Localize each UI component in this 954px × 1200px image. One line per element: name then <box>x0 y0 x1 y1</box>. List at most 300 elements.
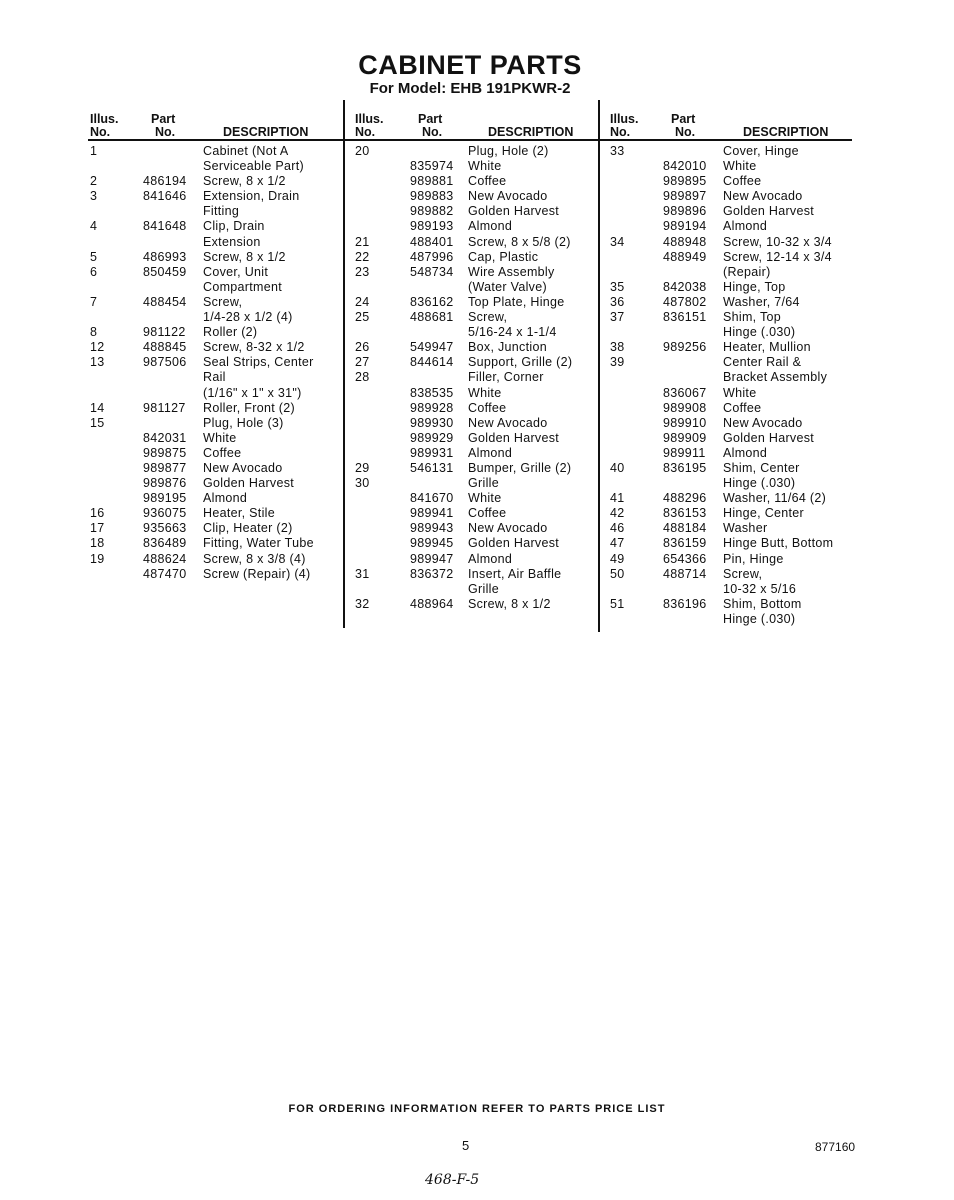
part-number: 835974 <box>410 159 454 174</box>
description: Golden Harvest <box>723 204 815 219</box>
table-row <box>345 235 599 250</box>
table-row <box>88 461 344 476</box>
illus-number: 21 <box>355 234 370 249</box>
part-number: 989195 <box>143 491 187 506</box>
description: 1/4-28 x 1/2 (4) <box>203 310 293 325</box>
illus-number: 24 <box>355 294 370 309</box>
illus-number: 40 <box>610 460 625 475</box>
description: 10-32 x 5/16 <box>723 581 797 596</box>
part-number: 488964 <box>410 596 454 611</box>
part-number: 836067 <box>663 385 707 400</box>
part-number: 842031 <box>143 430 187 445</box>
table-row <box>88 204 344 219</box>
table-row <box>88 235 344 250</box>
table-row <box>345 355 599 370</box>
table-row <box>345 370 599 385</box>
illus-number: 35 <box>610 279 625 294</box>
description: Bracket Assembly <box>723 370 828 385</box>
illus-number: 13 <box>90 355 105 370</box>
table-row <box>600 340 852 355</box>
table-row <box>88 552 344 567</box>
part-number: 487996 <box>410 249 454 264</box>
part-header-line2: No. <box>422 125 443 139</box>
table-row <box>345 204 599 219</box>
illus-number: 38 <box>610 340 625 355</box>
part-number: 548734 <box>410 264 454 279</box>
table-row <box>345 476 599 491</box>
description: Plug, Hole (2) <box>468 144 549 158</box>
part-number: 989941 <box>410 506 454 521</box>
description: Pin, Hinge <box>723 551 784 566</box>
description: New Avocado <box>468 189 548 204</box>
illus-header-line2: No. <box>90 125 111 139</box>
table-row <box>345 491 599 506</box>
parts-column-2 <box>343 100 599 628</box>
part-number: 488401 <box>410 234 454 249</box>
description: Coffee <box>723 174 762 189</box>
table-row <box>345 144 599 159</box>
table-row <box>345 582 599 597</box>
part-number: 989256 <box>663 340 707 355</box>
description: New Avocado <box>203 460 283 475</box>
table-row <box>345 461 599 476</box>
illus-number: 12 <box>90 340 105 355</box>
table-row <box>88 401 344 416</box>
part-number: 989911 <box>663 445 706 460</box>
illus-number: 6 <box>90 264 98 279</box>
illus-number: 50 <box>610 566 625 581</box>
description: White <box>723 159 757 174</box>
illus-header-line1: Illus. <box>355 112 384 126</box>
part-number: 989881 <box>410 174 454 189</box>
description: (1/16" x 1" x 31") <box>203 385 302 400</box>
part-header-line2: No. <box>155 125 176 139</box>
description: Seal Strips, Center <box>203 355 314 370</box>
description: Grille <box>468 476 499 491</box>
table-row <box>88 386 344 401</box>
column-header <box>88 100 344 141</box>
part-number: 989896 <box>663 204 707 219</box>
illus-number: 19 <box>90 551 105 566</box>
illus-number: 22 <box>355 249 370 264</box>
description: Golden Harvest <box>723 430 815 445</box>
description: Bumper, Grille (2) <box>468 460 572 475</box>
table-row <box>88 174 344 189</box>
parts-rows <box>600 141 852 627</box>
illus-number: 25 <box>355 310 370 325</box>
table-row <box>88 521 344 536</box>
table-row <box>600 280 852 295</box>
part-number: 936075 <box>143 506 187 521</box>
illus-number: 30 <box>355 476 370 491</box>
illus-number: 4 <box>90 219 98 234</box>
part-number: 841646 <box>143 189 187 204</box>
description: Coffee <box>203 445 242 460</box>
part-number: 981122 <box>143 325 186 340</box>
description: Shim, Bottom <box>723 596 802 611</box>
table-row <box>600 416 852 431</box>
description: New Avocado <box>468 521 548 536</box>
table-row <box>600 386 852 401</box>
part-number: 844614 <box>410 355 454 370</box>
illus-number: 27 <box>355 355 370 370</box>
part-number: 841648 <box>143 219 187 234</box>
description: Rail <box>203 370 226 385</box>
table-row <box>345 431 599 446</box>
column-header <box>345 100 599 141</box>
table-row <box>600 325 852 340</box>
illus-number: 18 <box>90 536 105 551</box>
table-row <box>600 506 852 521</box>
parts-column-3 <box>598 100 852 632</box>
description: Coffee <box>468 174 507 189</box>
table-row <box>600 250 852 265</box>
illus-number: 16 <box>90 506 105 521</box>
description: Hinge (.030) <box>723 611 796 626</box>
illus-number: 23 <box>355 264 370 279</box>
table-row <box>88 144 344 159</box>
part-number: 989928 <box>410 400 454 415</box>
description: Washer, 7/64 <box>723 294 800 309</box>
table-row <box>88 370 344 385</box>
part-number: 989943 <box>410 521 454 536</box>
illus-number: 31 <box>355 566 370 581</box>
illus-number: 3 <box>90 189 98 204</box>
illus-number: 5 <box>90 249 98 264</box>
description: White <box>203 430 237 445</box>
column-header <box>600 100 852 141</box>
table-row <box>600 144 852 159</box>
table-row <box>600 235 852 250</box>
description: Wire Assembly <box>468 264 555 279</box>
part-number: 989193 <box>410 219 454 234</box>
table-row <box>345 536 599 551</box>
part-number: 488948 <box>663 234 707 249</box>
part-number: 836153 <box>663 506 707 521</box>
description: Extension <box>203 234 261 249</box>
table-row <box>88 506 344 521</box>
illus-header-line1: Illus. <box>610 112 639 126</box>
description: Golden Harvest <box>203 476 295 491</box>
illus-number: 39 <box>610 355 625 370</box>
description: Box, Junction <box>468 340 547 355</box>
illus-number: 32 <box>355 596 370 611</box>
handwritten-note: 468-F-5 <box>425 1172 480 1188</box>
part-number: 987506 <box>143 355 187 370</box>
description: Coffee <box>723 400 762 415</box>
part-number: 989908 <box>663 400 707 415</box>
description: Screw, <box>723 566 763 581</box>
table-row <box>600 204 852 219</box>
part-number: 487802 <box>663 294 707 309</box>
part-number: 836195 <box>663 460 707 475</box>
illus-number: 49 <box>610 551 625 566</box>
table-row <box>88 446 344 461</box>
illus-number: 42 <box>610 506 625 521</box>
description: Plug, Hole (3) <box>203 415 284 430</box>
description: Cover, Hinge <box>723 144 799 158</box>
table-row <box>600 582 852 597</box>
description: Cabinet (Not A <box>203 144 289 158</box>
table-row <box>600 401 852 416</box>
description: Grille <box>468 581 499 596</box>
illus-number: 33 <box>610 144 625 158</box>
description: Shim, Top <box>723 310 782 325</box>
part-number: 989909 <box>663 430 707 445</box>
part-number: 836151 <box>663 310 707 325</box>
part-number: 981127 <box>143 400 186 415</box>
description: Almond <box>468 219 513 234</box>
description: Screw, 8 x 5/8 (2) <box>468 234 571 249</box>
part-number: 836159 <box>663 536 707 551</box>
part-number: 486993 <box>143 249 187 264</box>
table-row <box>600 159 852 174</box>
description-header: DESCRIPTION <box>743 125 829 139</box>
table-row <box>600 219 852 234</box>
table-row <box>345 250 599 265</box>
description: (Repair) <box>723 264 771 279</box>
illus-number: 37 <box>610 310 625 325</box>
description: Washer, 11/64 (2) <box>723 491 827 506</box>
description: Almond <box>203 491 248 506</box>
table-row <box>600 370 852 385</box>
part-number: 488714 <box>663 566 707 581</box>
description: Almond <box>723 445 768 460</box>
illus-number: 47 <box>610 536 625 551</box>
part-number: 989877 <box>143 460 187 475</box>
table-row <box>88 310 344 325</box>
description: Center Rail & <box>723 355 802 370</box>
page-number: 5 <box>462 1138 470 1153</box>
part-header-line1: Part <box>671 112 696 126</box>
part-number: 486194 <box>143 174 187 189</box>
table-row <box>88 416 344 431</box>
description: Extension, Drain <box>203 189 300 204</box>
description-header: DESCRIPTION <box>223 125 309 139</box>
illus-number: 20 <box>355 144 370 158</box>
description: Insert, Air Baffle <box>468 566 562 581</box>
description: Hinge, Top <box>723 279 786 294</box>
description: Screw, 12-14 x 3/4 <box>723 249 832 264</box>
part-number: 989876 <box>143 476 187 491</box>
description: Screw, 10-32 x 3/4 <box>723 234 832 249</box>
part-number: 488454 <box>143 294 187 309</box>
description: Screw, 8 x 1/2 <box>468 596 551 611</box>
part-number: 549947 <box>410 340 454 355</box>
illus-number: 51 <box>610 596 625 611</box>
table-row <box>600 431 852 446</box>
illus-number: 26 <box>355 340 370 355</box>
illus-number: 1 <box>90 144 98 158</box>
table-row <box>88 250 344 265</box>
illus-number: 36 <box>610 294 625 309</box>
table-row <box>600 521 852 536</box>
illus-header-line1: Illus. <box>90 112 119 126</box>
table-row <box>345 265 599 280</box>
table-row <box>345 552 599 567</box>
description: Screw, <box>468 310 508 325</box>
illus-number: 34 <box>610 234 625 249</box>
part-number: 841670 <box>410 491 454 506</box>
table-row <box>345 325 599 340</box>
part-number: 488949 <box>663 249 707 264</box>
table-row <box>345 295 599 310</box>
table-row <box>88 491 344 506</box>
parts-column-1 <box>88 100 344 582</box>
table-row <box>600 446 852 461</box>
description: Coffee <box>468 400 507 415</box>
table-row <box>88 340 344 355</box>
illus-number: 2 <box>90 174 98 189</box>
description: Screw, 8 x 1/2 <box>203 249 286 264</box>
table-row <box>600 295 852 310</box>
part-number: 989930 <box>410 415 454 430</box>
description: Compartment <box>203 279 283 294</box>
table-row <box>88 355 344 370</box>
illus-number: 15 <box>90 415 105 430</box>
part-number: 836372 <box>410 566 454 581</box>
model-subtitle: For Model: EHB 191PKWR-2 <box>369 80 571 97</box>
table-row <box>600 612 852 627</box>
table-row <box>345 340 599 355</box>
table-row <box>345 506 599 521</box>
description: Golden Harvest <box>468 430 560 445</box>
description: Fitting, Water Tube <box>203 536 314 551</box>
illus-number: 7 <box>90 294 98 309</box>
description: Fitting <box>203 204 240 219</box>
table-row <box>345 280 599 295</box>
part-number: 488845 <box>143 340 187 355</box>
table-row <box>345 219 599 234</box>
description: Screw, 8 x 1/2 <box>203 174 286 189</box>
description: White <box>468 385 502 400</box>
part-number: 836162 <box>410 294 454 309</box>
part-number: 838535 <box>410 385 454 400</box>
part-number: 989882 <box>410 204 454 219</box>
table-row <box>345 597 599 612</box>
part-number: 989883 <box>410 189 454 204</box>
part-header-line2: No. <box>675 125 696 139</box>
table-row <box>88 431 344 446</box>
description: Hinge (.030) <box>723 325 796 340</box>
description: Golden Harvest <box>468 536 560 551</box>
table-row <box>345 521 599 536</box>
description: Screw, 8 x 3/8 (4) <box>203 551 306 566</box>
description: Heater, Mullion <box>723 340 811 355</box>
description: Clip, Heater (2) <box>203 521 293 536</box>
description: 5/16-24 x 1-1/4 <box>468 325 557 340</box>
description: Coffee <box>468 506 507 521</box>
description: Almond <box>468 551 513 566</box>
part-number: 989897 <box>663 189 707 204</box>
description: New Avocado <box>468 415 548 430</box>
illus-number: 41 <box>610 491 625 506</box>
table-row <box>600 597 852 612</box>
description: Cap, Plastic <box>468 249 539 264</box>
table-row <box>88 219 344 234</box>
description: White <box>723 385 757 400</box>
description: Screw, <box>203 294 243 309</box>
part-number: 989194 <box>663 219 707 234</box>
table-row <box>345 310 599 325</box>
table-row <box>600 355 852 370</box>
description: White <box>468 491 502 506</box>
part-number: 488681 <box>410 310 454 325</box>
table-row <box>600 536 852 551</box>
part-header-line1: Part <box>151 112 176 126</box>
document-code: 877160 <box>815 1140 856 1154</box>
table-row <box>600 567 852 582</box>
table-row <box>345 174 599 189</box>
table-row <box>600 491 852 506</box>
table-row <box>88 567 344 582</box>
table-row <box>600 174 852 189</box>
part-header-line1: Part <box>418 112 443 126</box>
table-row <box>88 295 344 310</box>
table-row <box>600 310 852 325</box>
illus-number: 14 <box>90 400 105 415</box>
illus-number: 29 <box>355 460 370 475</box>
description: Hinge Butt, Bottom <box>723 536 834 551</box>
illus-number: 28 <box>355 370 370 385</box>
table-row <box>88 265 344 280</box>
description: Hinge, Center <box>723 506 805 521</box>
part-number: 989947 <box>410 551 454 566</box>
part-number: 836489 <box>143 536 187 551</box>
part-number: 989895 <box>663 174 707 189</box>
table-row <box>345 189 599 204</box>
description: Roller (2) <box>203 325 258 340</box>
description: Heater, Stile <box>203 506 275 521</box>
description: (Water Valve) <box>468 279 547 294</box>
description: Roller, Front (2) <box>203 400 295 415</box>
illus-header-line2: No. <box>355 125 376 139</box>
table-row <box>88 189 344 204</box>
table-row <box>88 536 344 551</box>
table-row <box>345 416 599 431</box>
description: Almond <box>468 445 513 460</box>
part-number: 836196 <box>663 596 707 611</box>
part-number: 654366 <box>663 551 707 566</box>
table-row <box>345 446 599 461</box>
table-row <box>88 159 344 174</box>
table-row <box>600 552 852 567</box>
description: New Avocado <box>723 415 803 430</box>
description: Screw (Repair) (4) <box>203 566 311 581</box>
part-number: 989875 <box>143 445 187 460</box>
part-number: 850459 <box>143 264 187 279</box>
illus-number: 46 <box>610 521 625 536</box>
table-row <box>600 461 852 476</box>
description: Support, Grille (2) <box>468 355 573 370</box>
illus-header-line2: No. <box>610 125 631 139</box>
table-row <box>345 159 599 174</box>
description: Cover, Unit <box>203 264 269 279</box>
table-row <box>88 280 344 295</box>
part-number: 989929 <box>410 430 454 445</box>
part-number: 842038 <box>663 279 707 294</box>
page-title: CABINET PARTS <box>358 50 582 80</box>
part-number: 488296 <box>663 491 707 506</box>
part-number: 488184 <box>663 521 707 536</box>
description: Golden Harvest <box>468 204 560 219</box>
description-header: DESCRIPTION <box>488 125 574 139</box>
part-number: 842010 <box>663 159 707 174</box>
table-row <box>88 325 344 340</box>
part-number: 546131 <box>410 460 454 475</box>
description: Top Plate, Hinge <box>468 294 565 309</box>
table-row <box>345 567 599 582</box>
